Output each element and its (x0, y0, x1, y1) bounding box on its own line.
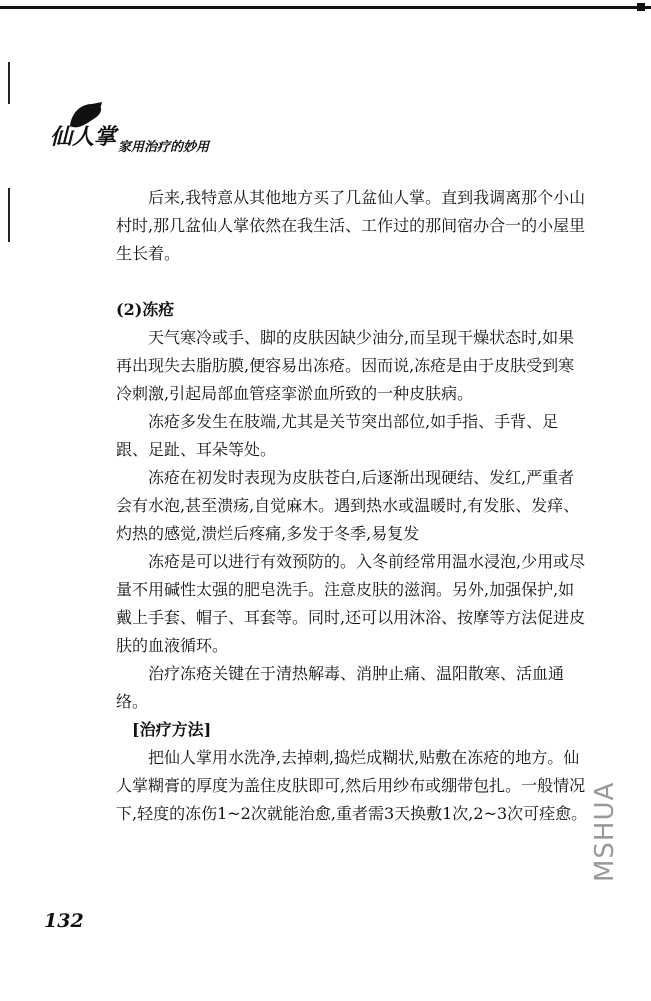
treatment-paragraph: 把仙人掌用水洗净,去掉刺,捣烂成糊状,贴敷在冻疮的地方。仙人掌糊膏的厚度为盖住皮肤即可,然后用纱布或绷带包扎。一般情况下,轻度的冻伤1~2次就能治愈,重者需3天换敷1次,2~3次可痊愈。 (116, 748, 588, 823)
section-heading: (2)冻疮 (116, 300, 175, 319)
body-paragraph: 冻疮在初发时表现为皮肤苍白,后逐渐出现硬结、发红,严重者会有水泡,甚至溃疡,自觉麻木。遇到热水或温暖时,有发胀、发痒、灼热的感觉,溃烂后疼痛,多发于冬季,易复发 (116, 468, 580, 543)
treatment-heading: [治疗方法] (132, 720, 212, 739)
margin-bar-1 (8, 62, 10, 104)
margin-bar-2 (8, 188, 10, 242)
main-text (116, 296, 590, 828)
book-title: 仙人掌 (50, 124, 117, 150)
book-header (28, 100, 228, 170)
body-paragraph: 治疗冻疮关键在于清热解毒、消肿止痛、温阳散寒、活血通络。 (116, 664, 565, 711)
top-rule (0, 6, 651, 9)
body-paragraph: 冻疮是可以进行有效预防的。入冬前经常用温水浸泡,少用或尽量不用碱性太强的肥皂洗手。注意皮肤的滋润。另外,加强保护,如戴上手套、帽子、耳套等。同时,还可以用沐浴、按摩等方法促进皮肤的血液循环。 (116, 552, 586, 655)
book-subtitle: 家用治疗的妙用 (118, 140, 210, 155)
intro-paragraph: 后来,我特意从其他地方买了几盆仙人掌。直到我调离那个小山村时,那几盆仙人掌依然在我生活、工作过的那间宿办合一的小屋里生长着。 (116, 188, 586, 263)
intro-block (116, 184, 590, 268)
watermark: MSHUA (590, 781, 620, 882)
body-paragraph: 天气寒冷或手、脚的皮肤因缺少油分,而呈现干燥状态时,如果再出现失去脂肪膜,便容易出冻疮。因而说,冻疮是由于皮肤受到寒冷刺激,引起局部血管痉挛淤血所致的一种皮肤病。 (116, 328, 575, 403)
body-paragraph: 冻疮多发生在肢端,尤其是关节突出部位,如手指、手背、足跟、足趾、耳朵等处。 (116, 412, 559, 459)
top-rule-end (637, 3, 645, 11)
page-number: 132 (44, 910, 84, 932)
